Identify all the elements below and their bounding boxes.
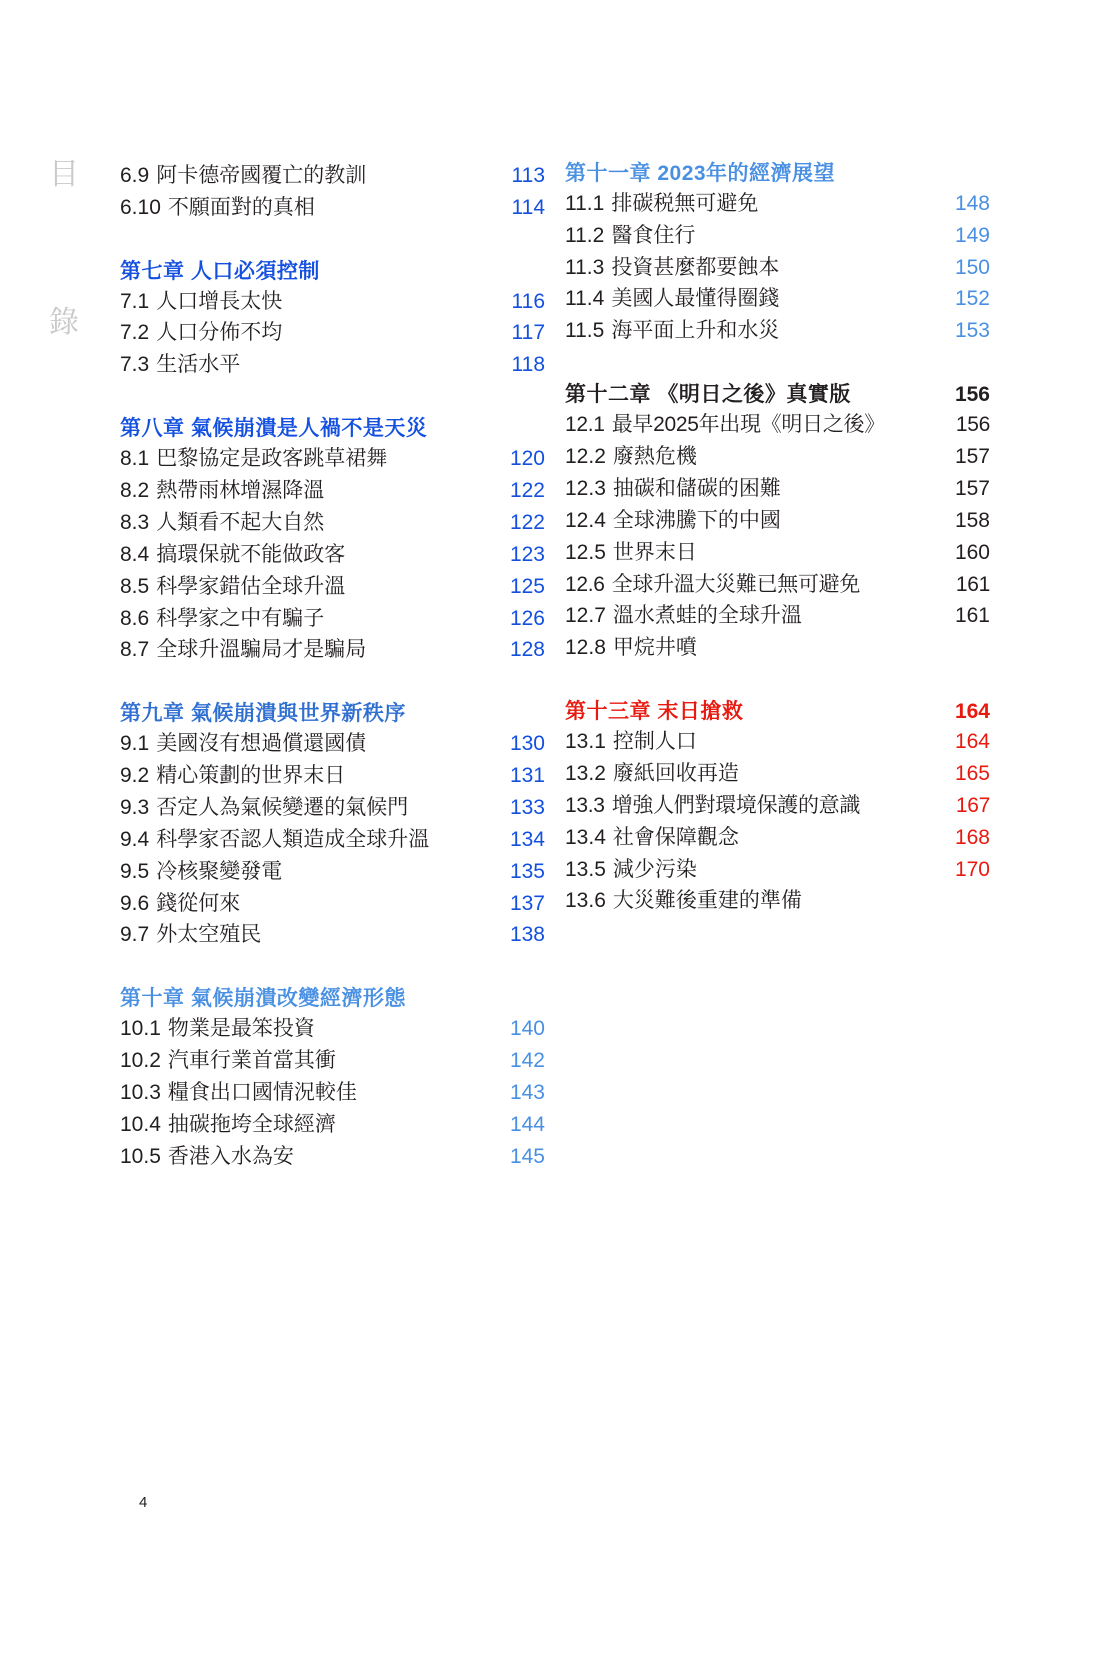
entry-title: 精心策劃的世界末日 <box>156 763 346 787</box>
entry-title: 阿卡德帝國覆亡的教訓 <box>156 164 367 187</box>
chapter-title: 第八章 氣候崩潰是人禍不是天災 <box>120 417 428 441</box>
entry-title: 抽碳拖垮全球經濟 <box>167 1112 336 1136</box>
toc-entry[interactable] <box>120 286 545 318</box>
entry-number: 8.2 <box>120 478 150 502</box>
entry-title: 社會保障觀念 <box>612 825 739 849</box>
entry-page-number: 156 <box>955 412 990 436</box>
entry-title: 科學家之中有騙子 <box>156 606 325 630</box>
toc-entry[interactable] <box>120 1077 545 1109</box>
spacer <box>120 666 545 700</box>
entry-title: 全球升溫大災難已無可避免 <box>611 572 861 596</box>
entry-title: 人類看不起大自然 <box>156 510 325 534</box>
entry-page-number: 133 <box>509 795 545 819</box>
entry-title: 甲烷井噴 <box>612 636 697 660</box>
entry-number: 12.6 <box>565 572 605 596</box>
entry-number: 12.7 <box>565 604 606 628</box>
entry-number: 13.4 <box>565 825 606 849</box>
entry-page-number: 135 <box>509 859 545 883</box>
entry-page-number: 113 <box>511 164 545 187</box>
toc-entry[interactable] <box>120 317 545 349</box>
entry-page-number: 123 <box>509 542 545 566</box>
entry-number: 12.1 <box>565 412 605 436</box>
toc-entry[interactable] <box>565 505 990 537</box>
toc-chapter-heading[interactable] <box>565 381 990 409</box>
toc-column-right <box>565 160 990 917</box>
entry-page-number: 148 <box>954 191 990 215</box>
entry-title: 科學家否認人類造成全球升溫 <box>156 827 430 851</box>
entry-title: 不願面對的真相 <box>167 195 315 219</box>
entry-page-number: 117 <box>511 321 545 345</box>
entry-title: 抽碳和儲碳的困難 <box>612 476 781 500</box>
toc-entry[interactable] <box>565 758 990 790</box>
toc-chapter-heading[interactable] <box>565 698 990 726</box>
entry-page-number: 164 <box>954 729 990 753</box>
toc-column-left <box>120 160 545 1173</box>
entry-number: 8.3 <box>120 510 150 534</box>
chapter-page-number: 156 <box>954 383 990 407</box>
entry-page-number: 167 <box>955 793 990 817</box>
toc-chapter-heading[interactable] <box>120 985 545 1013</box>
entry-number: 7.2 <box>120 321 150 345</box>
entry-number: 7.1 <box>120 289 150 313</box>
side-label-char-1: 目 <box>49 158 79 191</box>
toc-entry[interactable] <box>120 160 545 192</box>
toc-entry[interactable] <box>565 220 990 252</box>
entry-page-number: 153 <box>954 319 990 343</box>
toc-entry[interactable] <box>120 539 545 571</box>
entry-page-number: 168 <box>954 825 990 849</box>
toc-entry[interactable] <box>565 600 990 632</box>
entry-title: 香港入水為安 <box>167 1144 294 1168</box>
entry-page-number: 143 <box>509 1080 545 1104</box>
toc-entry[interactable] <box>565 441 990 473</box>
entry-title: 控制人口 <box>612 729 697 753</box>
toc-chapter-heading[interactable] <box>120 700 545 728</box>
entry-page-number: 125 <box>509 574 545 598</box>
entry-number: 10.2 <box>120 1049 161 1072</box>
entry-number: 9.4 <box>120 827 150 851</box>
side-label-char-2: 錄 <box>49 306 79 339</box>
entry-title: 否定人為氣候變遷的氣候門 <box>156 795 409 819</box>
entry-title: 最早2025年出現《明日之後》 <box>611 412 885 436</box>
toc-entry[interactable] <box>565 569 990 601</box>
entry-page-number: 122 <box>509 478 545 502</box>
entry-number: 13.1 <box>565 729 606 753</box>
entry-page-number: 116 <box>511 289 545 313</box>
entry-number: 12.4 <box>565 508 606 532</box>
entry-page-number: 145 <box>509 1144 545 1168</box>
toc-entry[interactable] <box>120 1013 545 1045</box>
toc-entry[interactable] <box>565 885 990 917</box>
entry-title: 糧食出口國情況較佳 <box>167 1080 357 1104</box>
toc-entry[interactable] <box>565 188 990 220</box>
entry-title: 大災難後重建的準備 <box>612 889 802 913</box>
entry-title: 物業是最笨投資 <box>167 1017 315 1041</box>
entry-number: 11.2 <box>565 223 605 247</box>
entry-number: 9.5 <box>120 859 150 883</box>
toc-entry[interactable] <box>565 283 990 315</box>
toc-entry[interactable] <box>565 822 990 854</box>
entry-number: 6.10 <box>120 195 161 219</box>
entry-page-number: 130 <box>509 732 545 756</box>
entry-page-number: 134 <box>509 827 545 851</box>
entry-page-number: 165 <box>954 761 990 785</box>
entry-page-number: 128 <box>509 638 545 662</box>
toc-entry[interactable] <box>565 252 990 284</box>
toc-entry[interactable] <box>120 507 545 539</box>
toc-entry[interactable] <box>120 888 545 920</box>
entry-page-number: 161 <box>955 572 990 596</box>
entry-title: 巴黎協定是政客跳草裙舞 <box>156 446 388 470</box>
entry-number: 8.7 <box>120 638 150 662</box>
toc-entry[interactable] <box>120 919 545 951</box>
entry-title: 美國沒有想過償還國債 <box>156 732 367 756</box>
entry-page-number: 160 <box>954 540 990 564</box>
spacer <box>565 347 990 381</box>
toc-entry[interactable] <box>120 571 545 603</box>
entry-page-number: 144 <box>509 1112 545 1136</box>
entry-number: 11.1 <box>565 191 605 215</box>
entry-number: 8.1 <box>120 446 150 470</box>
entry-number: 9.7 <box>120 923 150 947</box>
toc-chapter-heading[interactable] <box>120 415 545 443</box>
toc-entry[interactable] <box>565 854 990 886</box>
entry-page-number: 114 <box>511 195 545 219</box>
entry-number: 13.3 <box>565 793 605 817</box>
entry-title: 廢紙回收再造 <box>612 761 739 785</box>
entry-number: 8.5 <box>120 574 150 598</box>
entry-page-number: 137 <box>509 891 545 915</box>
entry-title: 錢從何來 <box>156 891 241 915</box>
entry-title: 海平面上升和水災 <box>611 319 780 343</box>
entry-title: 人口分佈不均 <box>156 321 283 345</box>
entry-page-number: 161 <box>954 604 990 628</box>
toc-entry[interactable] <box>120 443 545 475</box>
entry-page-number: 126 <box>509 606 545 630</box>
toc-entry[interactable] <box>565 537 990 569</box>
toc-entry[interactable] <box>565 473 990 505</box>
toc-entry[interactable] <box>565 315 990 347</box>
chapter-title: 第十章 氣候崩潰改變經濟形態 <box>120 987 406 1011</box>
entry-title: 全球沸騰下的中國 <box>612 508 781 532</box>
entry-number: 8.4 <box>120 542 150 566</box>
entry-number: 12.8 <box>565 636 606 660</box>
entry-page-number: 122 <box>509 510 545 534</box>
entry-number: 8.6 <box>120 606 150 630</box>
chapter-page-number: 164 <box>954 700 990 724</box>
entry-title: 科學家錯估全球升溫 <box>156 574 346 598</box>
entry-number: 9.1 <box>120 732 150 756</box>
entry-page-number: 149 <box>954 223 990 247</box>
toc-entry[interactable] <box>565 632 990 664</box>
entry-number: 10.1 <box>120 1017 161 1041</box>
chapter-title: 第十一章 2023年的經濟展望 <box>565 162 836 185</box>
entry-page-number: 158 <box>954 508 990 532</box>
entry-title: 外太空殖民 <box>156 923 262 947</box>
entry-title: 人口增長太快 <box>156 289 283 313</box>
entry-page-number: 138 <box>509 923 545 947</box>
entry-title: 投資甚麼都要蝕本 <box>611 255 780 279</box>
toc-chapter-heading[interactable] <box>120 258 545 286</box>
entry-number: 12.3 <box>565 476 606 500</box>
entry-number: 13.5 <box>565 857 606 881</box>
entry-number: 10.5 <box>120 1144 161 1168</box>
toc-entry[interactable] <box>565 790 990 822</box>
entry-number: 11.4 <box>565 287 605 311</box>
spacer <box>565 664 990 698</box>
entry-number: 11.3 <box>565 255 605 279</box>
entry-page-number: 157 <box>954 476 990 500</box>
entry-number: 10.4 <box>120 1112 161 1136</box>
toc-entry[interactable] <box>120 792 545 824</box>
chapter-title: 第十三章 末日搶救 <box>565 700 744 724</box>
entry-title: 醫食住行 <box>611 223 696 247</box>
toc-entry[interactable] <box>120 856 545 888</box>
toc-entry[interactable] <box>120 475 545 507</box>
entry-title: 汽車行業首當其衝 <box>167 1049 336 1072</box>
toc-entry[interactable] <box>120 1109 545 1141</box>
entry-page-number: 140 <box>509 1017 545 1041</box>
entry-number: 13.6 <box>565 889 606 913</box>
entry-page-number: 170 <box>954 857 990 881</box>
entry-number: 9.6 <box>120 891 150 915</box>
toc-entry[interactable] <box>120 603 545 635</box>
entry-title: 搞環保就不能做政客 <box>156 542 346 566</box>
entry-title: 排碳税無可避免 <box>611 191 759 215</box>
entry-number: 7.3 <box>120 353 150 377</box>
entry-number: 11.5 <box>565 319 605 343</box>
entry-number: 12.5 <box>565 540 606 564</box>
entry-page-number: 120 <box>509 446 545 470</box>
vertical-section-label <box>42 160 86 456</box>
entry-number: 13.2 <box>565 761 606 785</box>
toc-entry[interactable] <box>120 349 545 381</box>
entry-title: 全球升溫騙局才是騙局 <box>156 638 367 662</box>
toc-entry[interactable] <box>120 728 545 760</box>
entry-title: 世界末日 <box>612 540 697 564</box>
entry-title: 冷核聚變發電 <box>156 859 283 883</box>
entry-number: 9.3 <box>120 795 150 819</box>
chapter-title: 第九章 氣候崩潰與世界新秩序 <box>120 702 406 726</box>
spacer <box>120 951 545 985</box>
toc-entry[interactable] <box>120 1141 545 1173</box>
entry-page-number: 142 <box>509 1049 545 1072</box>
entry-number: 12.2 <box>565 444 606 468</box>
spacer <box>120 224 545 258</box>
toc-entry[interactable] <box>120 1045 545 1077</box>
toc-entry[interactable] <box>565 726 990 758</box>
toc-entry[interactable] <box>120 192 545 224</box>
entry-page-number: 150 <box>954 255 990 279</box>
entry-title: 溫水煮蛙的全球升溫 <box>612 604 802 628</box>
entry-page-number: 131 <box>509 763 545 787</box>
toc-chapter-heading[interactable] <box>565 160 990 188</box>
entry-title: 廢熱危機 <box>612 444 697 468</box>
entry-title: 美國人最懂得圈錢 <box>611 287 780 311</box>
toc-entry[interactable] <box>120 634 545 666</box>
spacer <box>120 381 545 415</box>
entry-title: 減少污染 <box>612 857 697 881</box>
entry-page-number: 157 <box>954 444 990 468</box>
entry-title: 增強人們對環境保護的意識 <box>611 793 861 817</box>
entry-number: 6.9 <box>120 164 150 187</box>
entry-number: 10.3 <box>120 1080 161 1104</box>
entry-page-number: 152 <box>954 287 990 311</box>
toc-entry[interactable] <box>120 760 545 792</box>
entry-page-number: 118 <box>511 353 545 377</box>
entry-number: 9.2 <box>120 763 150 787</box>
entry-title: 熱帶雨林增濕降溫 <box>156 478 325 502</box>
chapter-title: 第十二章 《明日之後》真實版 <box>565 383 851 407</box>
chapter-title: 第七章 人口必須控制 <box>120 259 320 283</box>
toc-entry[interactable] <box>565 409 990 441</box>
toc-entry[interactable] <box>120 824 545 856</box>
entry-title: 生活水平 <box>156 353 241 377</box>
page-number: 4 <box>139 1494 148 1511</box>
